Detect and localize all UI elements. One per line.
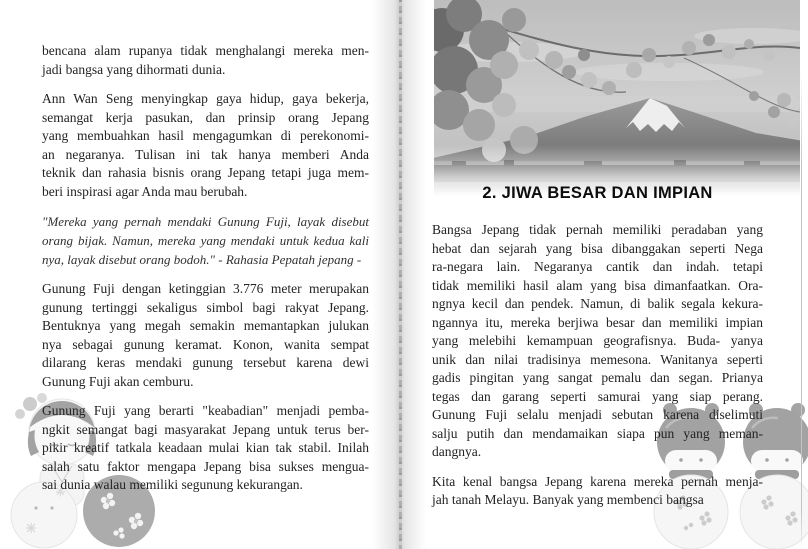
text-line: salju putih dan mendamaikan siapa pun yang meman-	[432, 425, 763, 441]
body-paragraph	[432, 473, 763, 510]
text-line: jadi bangsa yang dihormati dunia.	[42, 61, 226, 77]
right-page-text	[432, 221, 763, 521]
body-paragraph	[42, 42, 369, 79]
text-line: an negaranya. Tulisan ini tak hanya memberi Anda	[42, 146, 369, 162]
text-line: teknik dan rahasia bisnis orang Jepang tetapi juga mem-	[42, 165, 369, 180]
body-paragraph	[42, 90, 369, 201]
body-paragraph	[432, 221, 763, 462]
quote-paragraph	[42, 212, 369, 269]
text-line: ngannya itu, mereka berjiwa besar dan memiliki impian	[432, 314, 763, 330]
text-line: orang bijak. Namun, mereka yang mendaki untuk kedua kali	[42, 233, 369, 248]
spine-stitch-line	[399, 0, 402, 549]
text-line: Gunung Fuji selalu menjadi sebutan karena diselimuti	[432, 407, 763, 422]
body-paragraph	[42, 280, 369, 391]
left-page-text	[42, 42, 369, 506]
text-line: "Mereka yang pernah mendaki Gunung Fuji, layak disebut	[42, 214, 369, 229]
text-line: ngkit semangat bagi masyarakat Jepang untuk terus ber-	[42, 421, 369, 437]
text-line: sai dunia walau memiliki segunung kekurangan.	[42, 477, 303, 492]
text-line: ngnya kecil dan pendek. Namun, di balik segala kekura-	[432, 296, 763, 311]
text-line: Gunung Fuji dengan ketinggian 3.776 meter merupakan	[42, 281, 369, 296]
body-paragraph	[42, 402, 369, 495]
text-line: salah satu faktor mengapa Jepang bisa sukses mengua-	[42, 458, 369, 474]
page-edge-line	[801, 70, 802, 549]
mount-fuji-photo	[434, 0, 800, 206]
text-line: Ann Wan Seng menyingkap gaya hidup, gaya bekerja,	[42, 91, 369, 106]
text-line: Kita kenal bangsa Jepang karena mereka pernah menja-	[432, 473, 763, 489]
text-line: jah tanah Melayu. Banyak yang membenci bangsa	[432, 492, 704, 507]
text-line: pikir kreatif tatkala keadaan mulai kian tak stabil. Inilah	[42, 440, 369, 455]
text-line: nya, layak disebut orang bodoh." - Rahasia Pepatah jepang -	[42, 252, 362, 267]
text-line: hebat dan sejarah yang bisa dibanggakan seperti Nega	[432, 240, 763, 256]
text-line: yang membuahkan hasil mengagumkan di perekonomi-	[42, 128, 369, 143]
text-line: unik dan nilai tradisinya memesona. Wanitanya seperti	[432, 351, 763, 367]
text-line: Bangsa Jepang tidak pernah memiliki peradaban yang	[432, 222, 763, 237]
text-line: Bentuknya yang megah semakin memantapkan julukan	[42, 318, 369, 333]
text-line: semangat kerja pasukan, dan prinsip orang Jepang	[42, 109, 369, 125]
text-line: Gunung Fuji akan cemburu.	[42, 373, 194, 389]
text-line: beri inspirasi agar Anda mau berubah.	[42, 183, 248, 199]
text-line: gunung tertinggi sekaligus simbol bagi rakyat Jepang.	[42, 299, 369, 315]
text-line: nya sebagai gunung keramat. Konon, wanita sempat	[42, 336, 369, 352]
text-line: Gunung Fuji yang berarti "keabadian" menjadi pemba-	[42, 403, 369, 418]
text-line: dangnya.	[432, 444, 482, 459]
text-line: gadis pingitan yang sangat pemalu dan segan. Prianya	[432, 370, 763, 385]
text-line: tidak memiliki hasil alam yang bisa dimanfaatkan. Ora-	[432, 277, 763, 293]
chapter-heading: 2. JIWA BESAR DAN IMPIAN	[482, 184, 713, 202]
text-line: tegas dan garang seperti samurai yang siap perang.	[432, 388, 763, 404]
text-line: yang melebihi kemampuan geografisnya. Buda- yanya	[432, 333, 763, 348]
text-line: ra-negara lain. Negaranya cantik dan indah. tetapi	[432, 259, 763, 274]
text-line: dilarang keras mendaki gunung tersebut karena dewi	[42, 355, 369, 370]
text-line: bencana alam rupanya tidak menghalangi mereka men-	[42, 43, 369, 58]
